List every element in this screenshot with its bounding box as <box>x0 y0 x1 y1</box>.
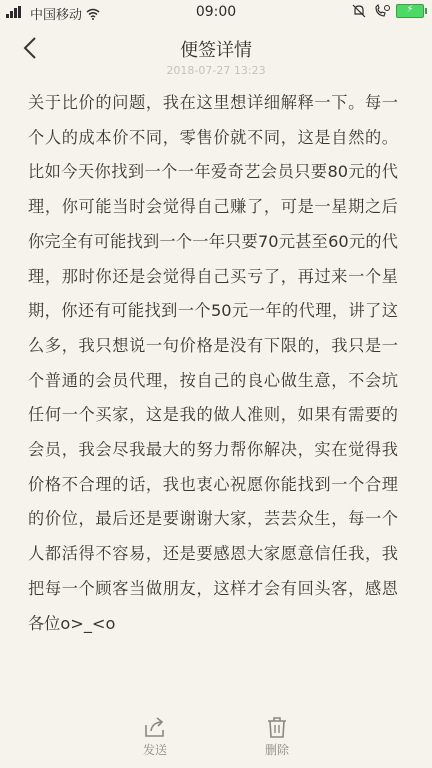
note-timestamp: 2018-07-27 13:23 <box>166 64 266 77</box>
share-button[interactable] <box>125 716 185 766</box>
page-title: 便签详情 <box>180 40 252 61</box>
share-icon <box>143 716 167 738</box>
battery-icon: ⚡ <box>396 4 424 18</box>
bottom-toolbar <box>0 714 432 768</box>
status-bar <box>0 0 432 24</box>
trash-icon <box>266 716 288 738</box>
delete-label: 删除 <box>264 743 289 757</box>
share-label: 发送 <box>142 743 167 757</box>
status-time: 09:00 <box>195 4 237 20</box>
status-right <box>352 4 424 18</box>
delete-button[interactable] <box>247 716 307 766</box>
carrier-label: 中国移动 <box>30 8 83 23</box>
mute-icon <box>352 4 366 18</box>
note-content[interactable]: 关于比价的问题，我在这里想详细解释一下。每一个人的成本价不同，零售价就不同，这是自然的。比如今天你找到一个一年爱奇艺会员只要80元的代理，你可能当时会觉得自己赚了，可是一星期之后你完全有可能找到一个一年只要70元甚至60元的代理，那时你还是会觉得自己买亏了，再过来一个星期，你还有可能找到一个50元一年的代理，讲了这么多，我只想说一句价格是没有下限的，我只是一个普通的会员代理，按自己的良心做生意，不会坑任何一个买家，这是我的做人准则，如果有需要的会员，我会尽我最大的努力帮你解决，实在觉得我价格不合理的话，我也衷心祝愿你能找到一个合理的价位，最后还是要谢谢大家，芸芸众生，每一个人都活得不容易，还是要感恩大家愿意信任我，我把每一个顾客当做朋友，这样才会有回头客，感恩各位o>_<o <box>28 93 398 633</box>
volte-icon <box>374 4 388 18</box>
